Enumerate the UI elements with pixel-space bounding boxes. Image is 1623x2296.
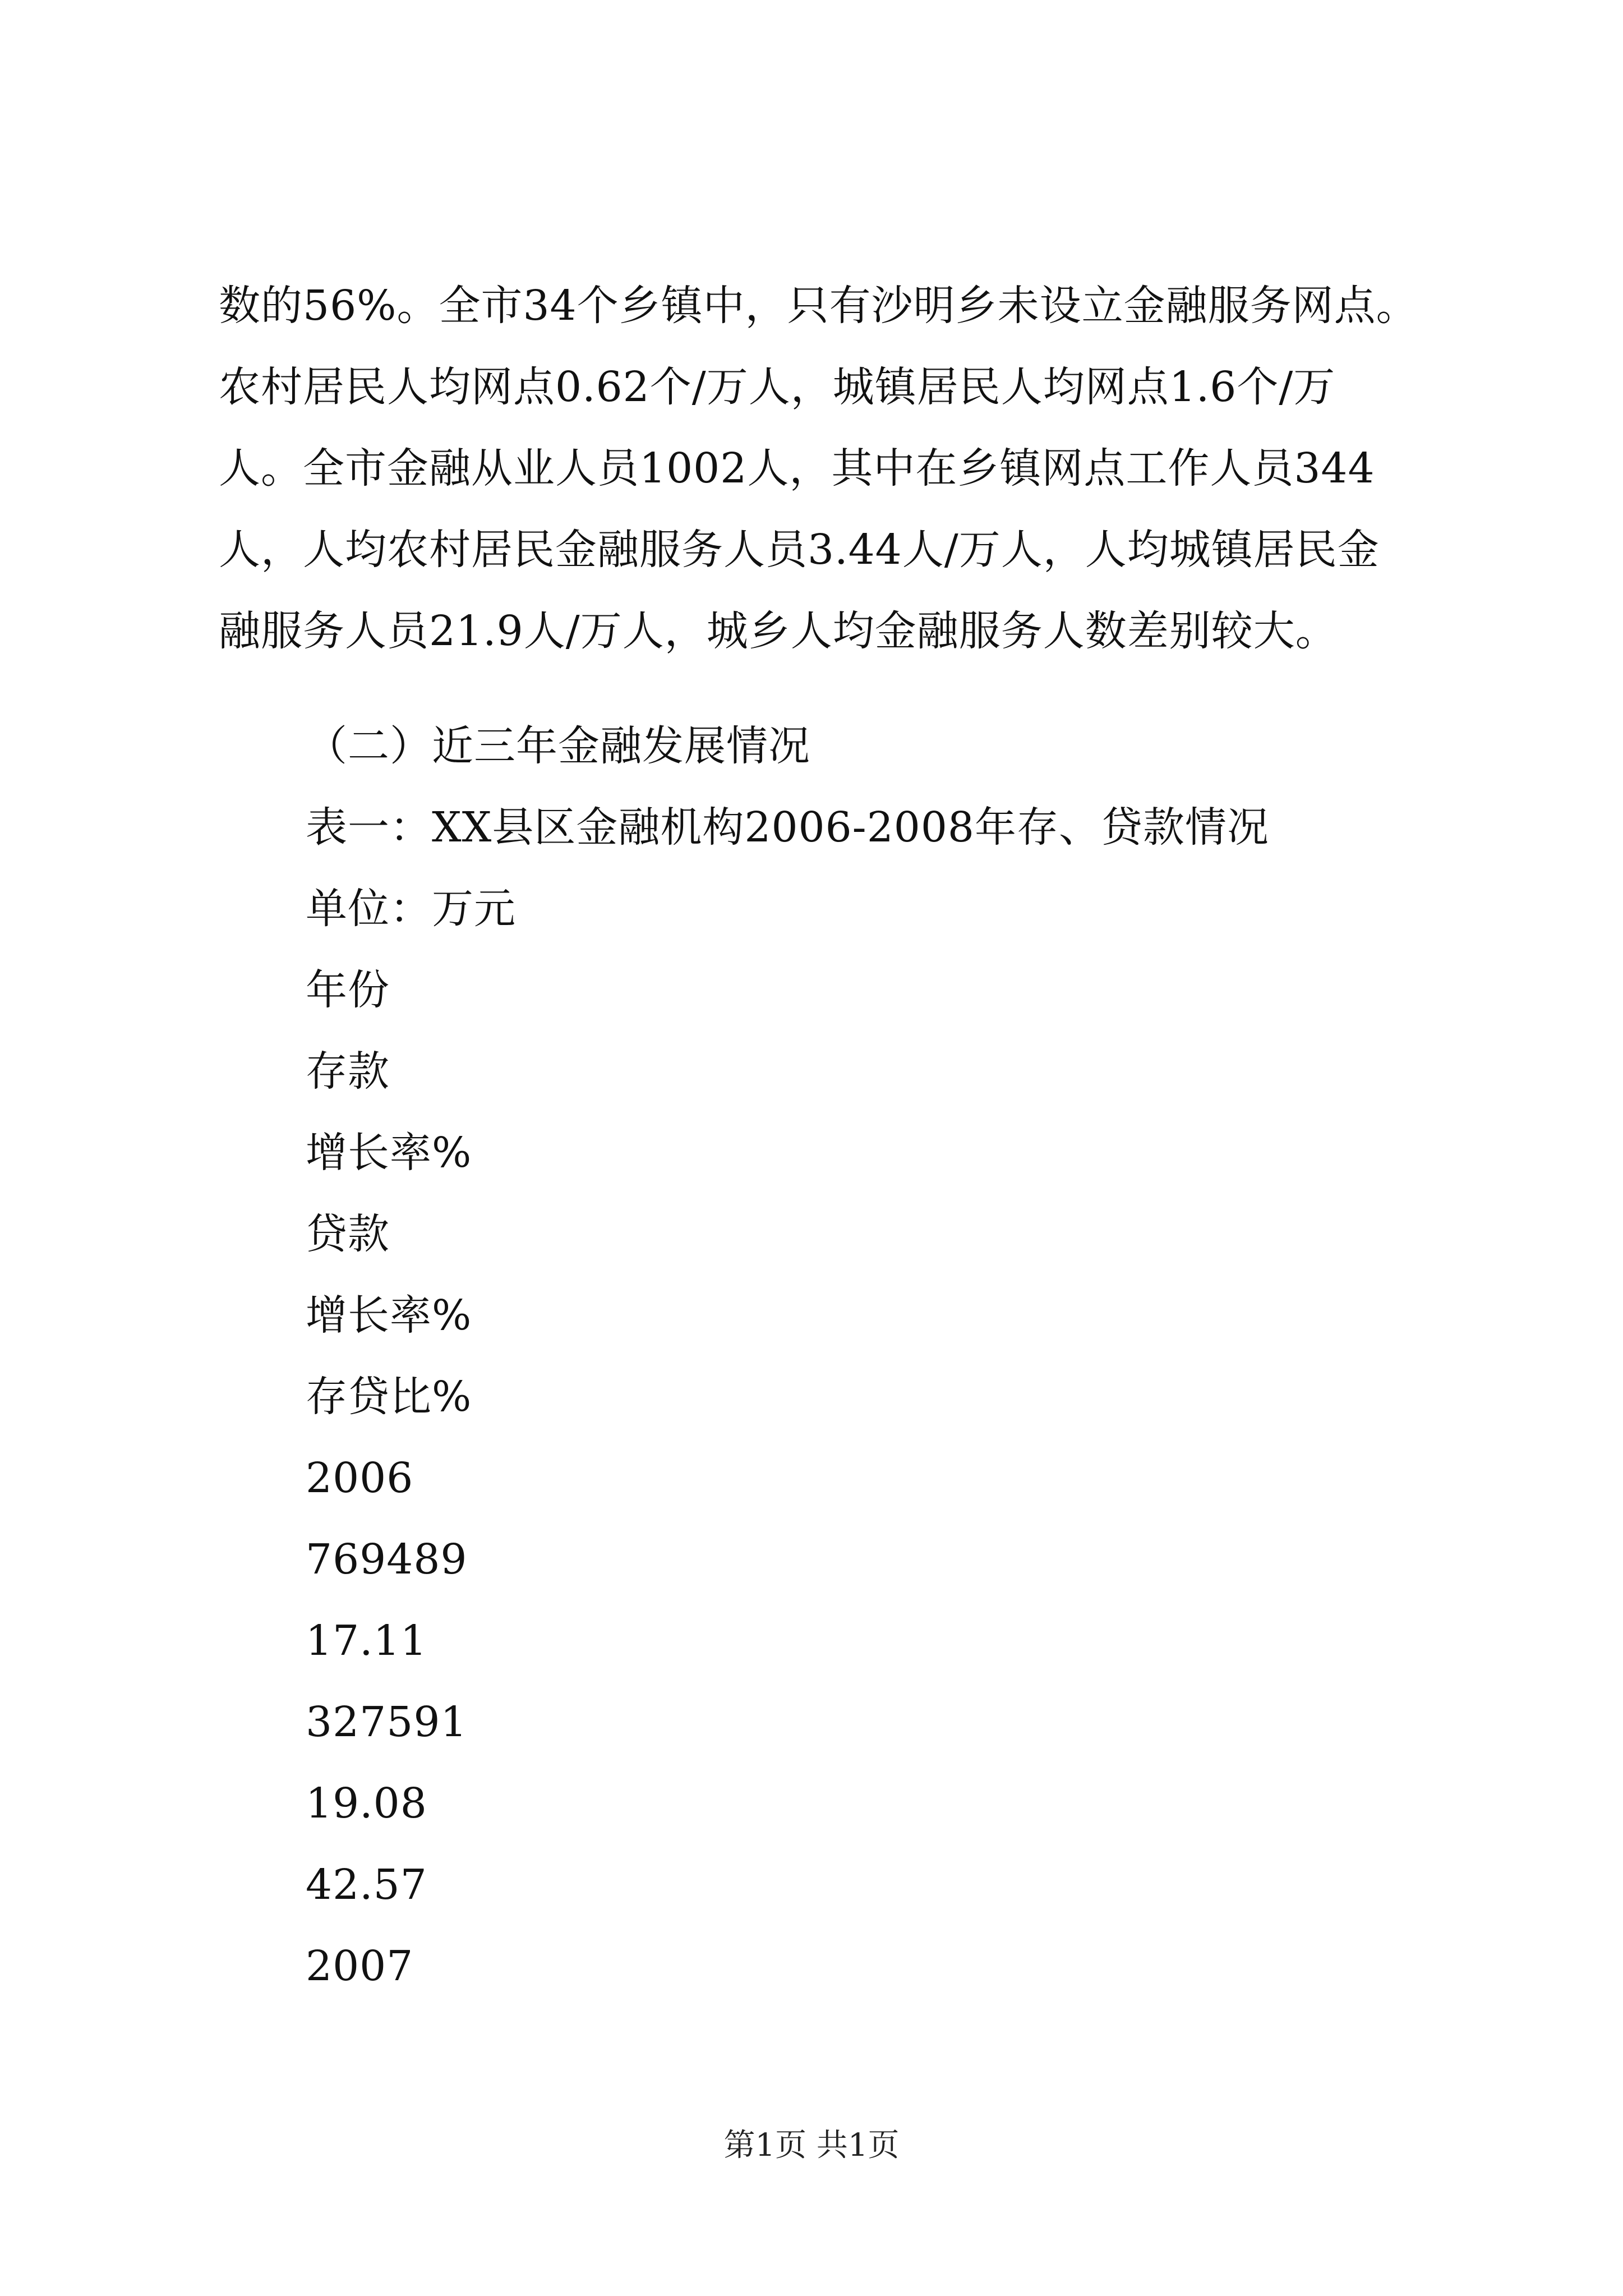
table-cell-2007-year: 2007 (306, 1942, 414, 1990)
table-header-loan: 贷款 (306, 1210, 390, 1258)
table-cell-2006-year: 2006 (306, 1454, 414, 1502)
table-header-loan-deposit-ratio: 存贷比% (306, 1373, 472, 1421)
table-header-deposit-growth: 增长率% (306, 1129, 472, 1177)
table-cell-2006-deposit: 769489 (306, 1535, 468, 1584)
paragraph-line-2: 农村居民人均网点0.62个/万人，城镇居民人均网点1.6个/万 (219, 363, 1336, 411)
table-header-deposit: 存款 (306, 1047, 390, 1096)
table-cell-2006-loan: 327591 (306, 1698, 468, 1746)
paragraph-line-1: 数的56%。全市34个乡镇中，只有沙明乡未设立金融服务网点。 (219, 282, 1418, 330)
table-cell-2006-deposit-growth: 17.11 (306, 1617, 427, 1665)
table-title: 表一：XX县区金融机构2006-2008年存、贷款情况 (306, 803, 1270, 852)
table-cell-2006-loan-growth: 19.08 (306, 1779, 427, 1828)
section-heading: （二）近三年金融发展情况 (306, 722, 810, 770)
table-unit: 单位：万元 (306, 885, 516, 933)
page-footer: 第1页 共1页 (723, 2127, 900, 2164)
table-header-loan-growth: 增长率% (306, 1291, 472, 1340)
paragraph-line-5: 融服务人员21.9人/万人，城乡人均金融服务人数差别较大。 (219, 607, 1338, 655)
table-cell-2006-ratio: 42.57 (306, 1861, 427, 1909)
paragraph-line-3: 人。全市金融从业人员1002人，其中在乡镇网点工作人员344 (219, 444, 1375, 493)
table-header-year: 年份 (306, 966, 390, 1014)
paragraph-line-4: 人，人均农村居民金融服务人员3.44人/万人，人均城镇居民金 (219, 526, 1380, 574)
